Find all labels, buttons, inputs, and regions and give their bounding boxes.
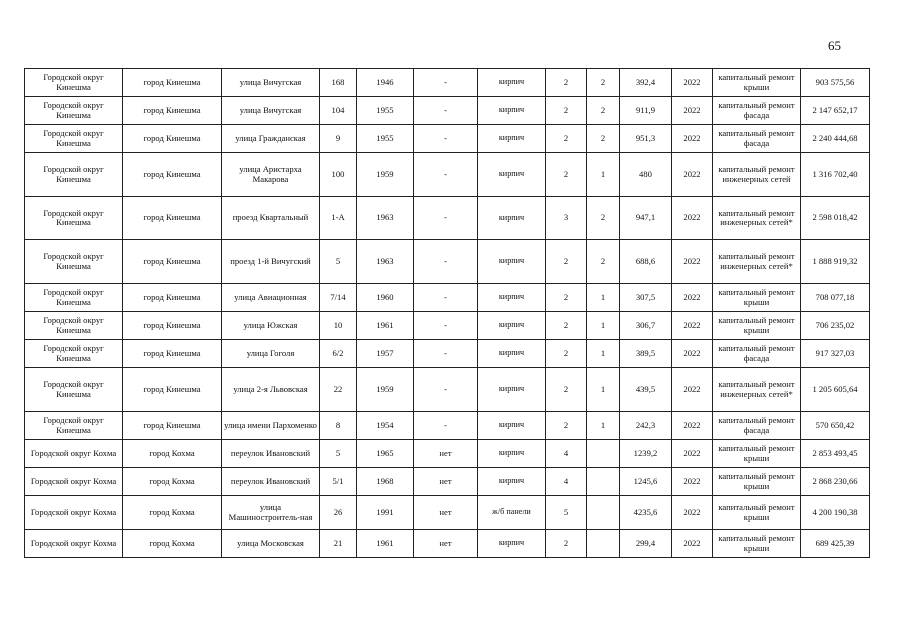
cell-heritage: нет	[414, 468, 478, 496]
cell-work-type: капитальный ремонт крыши	[713, 312, 801, 340]
cell-cost: 2 598 018,42	[801, 197, 870, 240]
cell-floors: 2	[546, 312, 587, 340]
cell-cost: 1 205 605,64	[801, 368, 870, 412]
cell-heritage: -	[414, 340, 478, 368]
cell-heritage: нет	[414, 530, 478, 558]
cell-settlement: город Кинешма	[123, 368, 222, 412]
cell-floors: 2	[546, 97, 587, 125]
cell-street: улица Аристарха Макарова	[222, 153, 320, 197]
cell-wall-material: кирпич	[478, 530, 546, 558]
cell-repair-year: 2022	[672, 69, 713, 97]
cell-work-type: капитальный ремонт фасада	[713, 97, 801, 125]
cell-entrances: 1	[587, 340, 620, 368]
cell-settlement: город Кинешма	[123, 97, 222, 125]
cell-wall-material: кирпич	[478, 340, 546, 368]
cell-heritage: -	[414, 312, 478, 340]
cell-work-type: капитальный ремонт фасада	[713, 125, 801, 153]
cell-area: 1239,2	[620, 440, 672, 468]
cell-cost: 917 327,03	[801, 340, 870, 368]
cell-municipality: Городской округ Кохма	[25, 496, 123, 530]
cell-repair-year: 2022	[672, 197, 713, 240]
table-row	[25, 440, 870, 468]
cell-floors: 2	[546, 153, 587, 197]
cell-cost: 689 425,39	[801, 530, 870, 558]
cell-municipality: Городской округ Кинешма	[25, 284, 123, 312]
cell-street: улица Авиационная	[222, 284, 320, 312]
cell-settlement: город Кинешма	[123, 412, 222, 440]
cell-year-built: 1991	[357, 496, 414, 530]
cell-settlement: город Кохма	[123, 530, 222, 558]
cell-floors: 2	[546, 69, 587, 97]
cell-work-type: капитальный ремонт крыши	[713, 468, 801, 496]
table-row	[25, 412, 870, 440]
cell-municipality: Городской округ Кохма	[25, 468, 123, 496]
cell-work-type: капитальный ремонт крыши	[713, 530, 801, 558]
cell-work-type: капитальный ремонт инженерных сетей*	[713, 240, 801, 284]
cell-settlement: город Кинешма	[123, 153, 222, 197]
buildings-table	[24, 68, 870, 558]
cell-house-number: 8	[320, 412, 357, 440]
cell-house-number: 5	[320, 440, 357, 468]
cell-municipality: Городской округ Кинешма	[25, 368, 123, 412]
cell-repair-year: 2022	[672, 340, 713, 368]
table-row	[25, 125, 870, 153]
cell-cost: 903 575,56	[801, 69, 870, 97]
table-row	[25, 340, 870, 368]
cell-work-type: капитальный ремонт инженерных сетей*	[713, 368, 801, 412]
cell-house-number: 6/2	[320, 340, 357, 368]
cell-settlement: город Кинешма	[123, 340, 222, 368]
cell-floors: 2	[546, 340, 587, 368]
cell-year-built: 1963	[357, 240, 414, 284]
cell-settlement: город Кинешма	[123, 240, 222, 284]
cell-street: улица Вичугская	[222, 69, 320, 97]
cell-area: 951,3	[620, 125, 672, 153]
cell-house-number: 26	[320, 496, 357, 530]
table-row	[25, 240, 870, 284]
cell-municipality: Городской округ Кохма	[25, 530, 123, 558]
cell-repair-year: 2022	[672, 412, 713, 440]
cell-entrances: 2	[587, 97, 620, 125]
cell-repair-year: 2022	[672, 240, 713, 284]
cell-area: 439,5	[620, 368, 672, 412]
cell-year-built: 1968	[357, 468, 414, 496]
cell-wall-material: кирпич	[478, 125, 546, 153]
cell-entrances: 1	[587, 312, 620, 340]
cell-repair-year: 2022	[672, 153, 713, 197]
cell-house-number: 1-А	[320, 197, 357, 240]
cell-settlement: город Кинешма	[123, 312, 222, 340]
cell-wall-material: кирпич	[478, 69, 546, 97]
cell-house-number: 104	[320, 97, 357, 125]
cell-cost: 706 235,02	[801, 312, 870, 340]
cell-street: переулок Ивановский	[222, 440, 320, 468]
cell-area: 392,4	[620, 69, 672, 97]
cell-municipality: Городской округ Кохма	[25, 440, 123, 468]
cell-cost: 2 240 444,68	[801, 125, 870, 153]
table-row	[25, 468, 870, 496]
cell-repair-year: 2022	[672, 530, 713, 558]
cell-street: улица Вичугская	[222, 97, 320, 125]
cell-municipality: Городской округ Кинешма	[25, 125, 123, 153]
cell-floors: 4	[546, 468, 587, 496]
cell-municipality: Городской округ Кинешма	[25, 340, 123, 368]
table-row	[25, 69, 870, 97]
cell-wall-material: кирпич	[478, 153, 546, 197]
cell-wall-material: кирпич	[478, 197, 546, 240]
table-row	[25, 496, 870, 530]
cell-street: улица Гражданская	[222, 125, 320, 153]
cell-floors: 4	[546, 440, 587, 468]
cell-street: улица Гоголя	[222, 340, 320, 368]
cell-area: 947,1	[620, 197, 672, 240]
cell-year-built: 1955	[357, 97, 414, 125]
cell-area: 4235,6	[620, 496, 672, 530]
cell-work-type: капитальный ремонт инженерных сетей*	[713, 197, 801, 240]
cell-cost: 2 147 652,17	[801, 97, 870, 125]
cell-year-built: 1961	[357, 530, 414, 558]
cell-work-type: капитальный ремонт крыши	[713, 69, 801, 97]
cell-cost: 1 316 702,40	[801, 153, 870, 197]
cell-floors: 2	[546, 125, 587, 153]
cell-wall-material: ж/б панели	[478, 496, 546, 530]
cell-entrances	[587, 530, 620, 558]
cell-area: 307,5	[620, 284, 672, 312]
cell-year-built: 1963	[357, 197, 414, 240]
cell-area: 911,9	[620, 97, 672, 125]
cell-heritage: -	[414, 125, 478, 153]
cell-work-type: капитальный ремонт крыши	[713, 284, 801, 312]
cell-municipality: Городской округ Кинешма	[25, 240, 123, 284]
cell-house-number: 5	[320, 240, 357, 284]
table-row	[25, 97, 870, 125]
cell-cost: 570 650,42	[801, 412, 870, 440]
cell-repair-year: 2022	[672, 440, 713, 468]
cell-entrances: 2	[587, 69, 620, 97]
cell-floors: 2	[546, 240, 587, 284]
cell-floors: 2	[546, 530, 587, 558]
cell-entrances	[587, 468, 620, 496]
cell-work-type: капитальный ремонт крыши	[713, 496, 801, 530]
cell-wall-material: кирпич	[478, 412, 546, 440]
cell-settlement: город Кинешма	[123, 69, 222, 97]
table-row	[25, 153, 870, 197]
cell-entrances: 2	[587, 240, 620, 284]
cell-wall-material: кирпич	[478, 312, 546, 340]
table-row	[25, 368, 870, 412]
cell-area: 389,5	[620, 340, 672, 368]
cell-street: улица Московская	[222, 530, 320, 558]
cell-entrances: 1	[587, 368, 620, 412]
cell-wall-material: кирпич	[478, 284, 546, 312]
cell-repair-year: 2022	[672, 125, 713, 153]
cell-repair-year: 2022	[672, 284, 713, 312]
cell-heritage: нет	[414, 440, 478, 468]
cell-street: переулок Ивановский	[222, 468, 320, 496]
cell-wall-material: кирпич	[478, 240, 546, 284]
cell-work-type: капитальный ремонт фасада	[713, 340, 801, 368]
cell-year-built: 1960	[357, 284, 414, 312]
cell-street: улица Машиностроитель-ная	[222, 496, 320, 530]
cell-cost: 2 853 493,45	[801, 440, 870, 468]
cell-heritage: -	[414, 284, 478, 312]
cell-cost: 708 077,18	[801, 284, 870, 312]
cell-house-number: 100	[320, 153, 357, 197]
cell-house-number: 22	[320, 368, 357, 412]
cell-street: проезд Квартальный	[222, 197, 320, 240]
cell-repair-year: 2022	[672, 368, 713, 412]
cell-settlement: город Кохма	[123, 468, 222, 496]
cell-heritage: -	[414, 197, 478, 240]
cell-entrances	[587, 440, 620, 468]
cell-entrances: 2	[587, 125, 620, 153]
cell-heritage: -	[414, 97, 478, 125]
cell-municipality: Городской округ Кинешма	[25, 97, 123, 125]
cell-house-number: 168	[320, 69, 357, 97]
cell-floors: 2	[546, 284, 587, 312]
table-row	[25, 530, 870, 558]
cell-work-type: капитальный ремонт фасада	[713, 412, 801, 440]
cell-wall-material: кирпич	[478, 440, 546, 468]
cell-street: улица Южская	[222, 312, 320, 340]
cell-area: 480	[620, 153, 672, 197]
cell-work-type: капитальный ремонт инженерных сетей	[713, 153, 801, 197]
cell-heritage: нет	[414, 496, 478, 530]
cell-year-built: 1957	[357, 340, 414, 368]
cell-floors: 3	[546, 197, 587, 240]
cell-street: проезд 1-й Вичугский	[222, 240, 320, 284]
cell-wall-material: кирпич	[478, 97, 546, 125]
cell-cost: 4 200 190,38	[801, 496, 870, 530]
cell-wall-material: кирпич	[478, 468, 546, 496]
cell-entrances	[587, 496, 620, 530]
cell-municipality: Городской округ Кинешма	[25, 312, 123, 340]
cell-heritage: -	[414, 240, 478, 284]
cell-heritage: -	[414, 412, 478, 440]
cell-entrances: 1	[587, 284, 620, 312]
cell-wall-material: кирпич	[478, 368, 546, 412]
cell-year-built: 1961	[357, 312, 414, 340]
cell-municipality: Городской округ Кинешма	[25, 153, 123, 197]
cell-entrances: 2	[587, 197, 620, 240]
cell-year-built: 1959	[357, 368, 414, 412]
cell-area: 688,6	[620, 240, 672, 284]
cell-year-built: 1959	[357, 153, 414, 197]
cell-year-built: 1955	[357, 125, 414, 153]
cell-municipality: Городской округ Кинешма	[25, 69, 123, 97]
cell-settlement: город Кинешма	[123, 125, 222, 153]
cell-entrances: 1	[587, 153, 620, 197]
cell-settlement: город Кинешма	[123, 284, 222, 312]
table-row	[25, 284, 870, 312]
page-number: 65	[828, 38, 841, 53]
cell-repair-year: 2022	[672, 312, 713, 340]
cell-street: улица 2-я Львовская	[222, 368, 320, 412]
cell-cost: 2 868 230,66	[801, 468, 870, 496]
table-row	[25, 197, 870, 240]
cell-floors: 5	[546, 496, 587, 530]
cell-area: 242,3	[620, 412, 672, 440]
cell-entrances: 1	[587, 412, 620, 440]
cell-year-built: 1946	[357, 69, 414, 97]
cell-area: 299,4	[620, 530, 672, 558]
cell-heritage: -	[414, 69, 478, 97]
cell-house-number: 7/14	[320, 284, 357, 312]
cell-repair-year: 2022	[672, 468, 713, 496]
cell-settlement: город Кохма	[123, 496, 222, 530]
table-row	[25, 312, 870, 340]
cell-floors: 2	[546, 412, 587, 440]
cell-street: улица имени Пархоменко	[222, 412, 320, 440]
cell-house-number: 21	[320, 530, 357, 558]
cell-settlement: город Кинешма	[123, 197, 222, 240]
cell-area: 1245,6	[620, 468, 672, 496]
cell-work-type: капитальный ремонт крыши	[713, 440, 801, 468]
cell-repair-year: 2022	[672, 496, 713, 530]
cell-area: 306,7	[620, 312, 672, 340]
cell-heritage: -	[414, 153, 478, 197]
cell-house-number: 5/1	[320, 468, 357, 496]
cell-cost: 1 888 919,32	[801, 240, 870, 284]
cell-year-built: 1954	[357, 412, 414, 440]
cell-year-built: 1965	[357, 440, 414, 468]
cell-municipality: Городской округ Кинешма	[25, 197, 123, 240]
cell-repair-year: 2022	[672, 97, 713, 125]
cell-municipality: Городской округ Кинешма	[25, 412, 123, 440]
cell-house-number: 10	[320, 312, 357, 340]
cell-heritage: -	[414, 368, 478, 412]
cell-floors: 2	[546, 368, 587, 412]
cell-settlement: город Кохма	[123, 440, 222, 468]
cell-house-number: 9	[320, 125, 357, 153]
